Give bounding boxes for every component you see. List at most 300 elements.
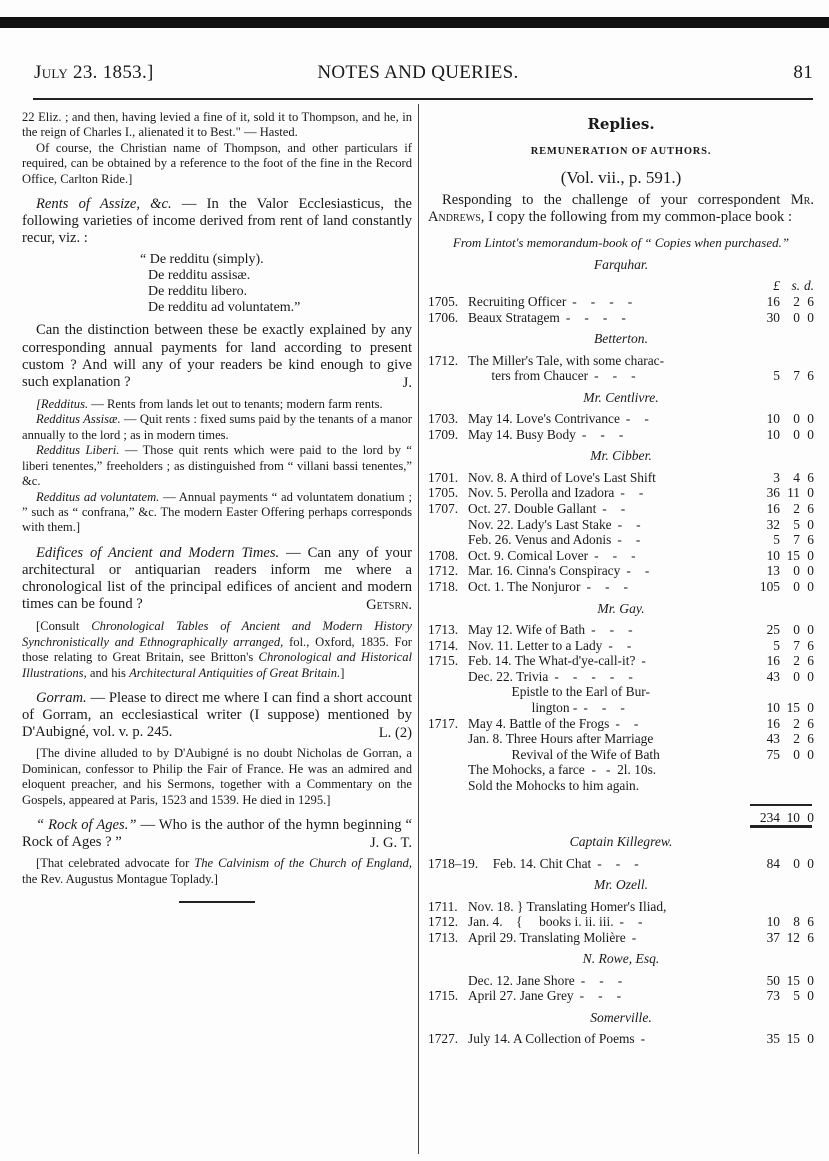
entry-title bbox=[468, 353, 750, 369]
entry-text: Nov. 11. Letter to a Lady bbox=[468, 637, 603, 653]
year: 1717. bbox=[428, 715, 459, 731]
issue-date: July 23. 1853.] bbox=[34, 62, 154, 83]
entry-text: Feb. 14. Chit Chat bbox=[486, 855, 592, 871]
spacer bbox=[468, 278, 750, 294]
shillings: 2 bbox=[793, 294, 800, 310]
entry-text: Dec. 22. Trivia bbox=[468, 668, 549, 684]
end-rule bbox=[179, 901, 255, 903]
entry-title bbox=[468, 988, 750, 1004]
entry-title bbox=[468, 532, 750, 548]
query-title: Rents of Assize, &c. bbox=[36, 196, 172, 213]
query-rents-of-assize: Rents of Assize, &c. — In the Valor Ecclesiasticus, the following varieties of income derived from rent of land constantly recur, viz. : bbox=[22, 196, 412, 247]
shillings: 0 bbox=[793, 855, 800, 871]
pence: 6 bbox=[807, 914, 814, 930]
entry-text: Recruiting Officer bbox=[468, 294, 567, 310]
pence: 6 bbox=[807, 532, 814, 548]
top-bar bbox=[0, 17, 829, 28]
ledger-row bbox=[428, 294, 814, 310]
entry-title bbox=[468, 622, 750, 638]
source-note: From Lintot's memorandum-book of “ Copies when purchased.” bbox=[452, 234, 790, 250]
pounds: 3 bbox=[773, 469, 780, 485]
year: 1711. bbox=[428, 898, 458, 914]
pence: 0 bbox=[807, 563, 814, 579]
pounds: 16 bbox=[766, 501, 780, 516]
signature: J. bbox=[402, 374, 412, 391]
ledger-row bbox=[428, 368, 814, 384]
pounds: 16 bbox=[766, 715, 780, 731]
left-column bbox=[22, 104, 412, 903]
pounds: 10 bbox=[766, 914, 780, 930]
pounds: 5 bbox=[773, 637, 780, 653]
pence: 6 bbox=[807, 637, 814, 653]
pence: 0 bbox=[807, 988, 814, 1004]
leader-dashes: - bbox=[631, 929, 638, 945]
entry-title bbox=[468, 762, 750, 778]
shillings: 15 bbox=[786, 1031, 800, 1047]
shillings: 15 bbox=[786, 547, 800, 563]
ledger-row bbox=[428, 310, 814, 326]
entry-text: Oct. 27. Double Gallant bbox=[468, 501, 597, 516]
shillings bbox=[780, 353, 800, 369]
editor-answer: [Redditus. — Rents from lands let out to tenants; modern farm rents. bbox=[36, 397, 383, 412]
ledger-row bbox=[428, 411, 814, 427]
entry-text: ters from Chaucer bbox=[468, 368, 589, 384]
pence: 0 bbox=[807, 972, 814, 988]
entry-text: Feb. 26. Venus and Adonis bbox=[468, 532, 612, 548]
editor-answer: [Consult Chronological Tables of Ancient and Modern History Synchronistically and Ethnographically arranged, fol., Oxford, 1835. For those relating to Great Britain, see Britton's Chronological and Historical Illustrations, and his Architectural Antiquities of Great Britain.] bbox=[22, 619, 412, 680]
ledger bbox=[428, 834, 814, 1047]
entry-text: lington - bbox=[468, 699, 578, 715]
ledger-row bbox=[428, 1031, 814, 1047]
pounds-header: £ bbox=[773, 278, 780, 294]
shillings: 5 bbox=[793, 988, 800, 1004]
ledger-row bbox=[428, 762, 814, 778]
leader-dashes bbox=[639, 778, 645, 793]
pounds: 16 bbox=[766, 653, 780, 669]
entry-title bbox=[486, 856, 750, 872]
leader-dashes bbox=[656, 762, 662, 777]
entry-text: May 4. Battle of the Frogs bbox=[468, 715, 610, 731]
shillings: 0 bbox=[793, 411, 800, 427]
pounds bbox=[750, 762, 780, 778]
leader-dashes: - - - - bbox=[572, 294, 634, 310]
pounds: 35 bbox=[766, 1031, 780, 1047]
pounds: 10 bbox=[766, 699, 780, 715]
entry-title bbox=[468, 973, 750, 989]
total-rule bbox=[750, 804, 812, 806]
entry-title bbox=[468, 411, 750, 427]
ledger-row bbox=[428, 747, 814, 763]
shillings bbox=[780, 762, 800, 778]
ledger-row bbox=[428, 622, 814, 638]
spacer bbox=[428, 278, 468, 294]
header-rule bbox=[33, 98, 813, 100]
entry-title bbox=[468, 684, 750, 700]
paragraph: Responding to the challenge of your correspondent Mr. Andrews, I copy the following from my common-place book : bbox=[428, 192, 814, 226]
year: 1713. bbox=[428, 621, 459, 637]
leader-dashes: - bbox=[640, 1031, 647, 1047]
paragraph: Can the distinction between these be exactly explained by any corresponding annual payments for land according to present custom ? And will any of your readers be kind enough to give such explanation ? bbox=[22, 322, 412, 391]
shillings: 2 bbox=[793, 501, 800, 516]
pence: 6 bbox=[807, 731, 814, 747]
year: 1713. bbox=[428, 929, 459, 945]
year: 1701. bbox=[428, 469, 459, 485]
pence: 6 bbox=[807, 929, 814, 945]
ledger-row bbox=[428, 700, 814, 716]
shillings: 4 bbox=[793, 469, 800, 485]
pence: 6 bbox=[807, 469, 814, 485]
entry-text: Dec. 12. Jane Shore bbox=[468, 972, 575, 988]
shillings: 2 bbox=[793, 653, 800, 669]
entry-title bbox=[468, 427, 750, 443]
pounds: 75 bbox=[766, 746, 780, 762]
entry-title bbox=[468, 485, 750, 501]
signature: Getsrn. bbox=[366, 597, 412, 614]
pounds: 50 bbox=[766, 972, 780, 988]
ledger-row bbox=[428, 427, 814, 443]
entry-text: July 14. A Collection of Poems bbox=[468, 1031, 635, 1047]
entry-title bbox=[468, 747, 750, 763]
year: 1708. bbox=[428, 547, 459, 563]
pounds bbox=[750, 899, 780, 915]
year bbox=[428, 747, 468, 763]
ledger-total: 234 10 0 bbox=[759, 809, 814, 825]
author-heading: Mr. Gay. bbox=[597, 600, 645, 616]
total-rule bbox=[750, 825, 812, 828]
pence bbox=[800, 353, 814, 369]
ledger-row bbox=[428, 501, 814, 517]
entry-title bbox=[468, 638, 750, 654]
year: 1705. bbox=[428, 485, 459, 501]
leader-dashes: - - bbox=[625, 411, 650, 427]
leader-dashes bbox=[660, 747, 666, 762]
year: 1707. bbox=[428, 501, 459, 516]
pounds: 10 bbox=[766, 411, 780, 427]
leader-dashes bbox=[650, 684, 656, 699]
leader-dashes: - - bbox=[619, 914, 644, 930]
entry-title bbox=[468, 731, 750, 747]
pence: 0 bbox=[807, 855, 814, 871]
leader-dashes bbox=[664, 353, 670, 368]
ledger-row bbox=[428, 517, 814, 533]
year: 1714. bbox=[428, 637, 459, 653]
entry-title bbox=[468, 563, 750, 579]
year: 1715. bbox=[428, 988, 459, 1004]
pounds: 10 bbox=[766, 426, 780, 442]
shillings-header: s. bbox=[791, 278, 800, 294]
year bbox=[428, 778, 468, 794]
year: 1703. bbox=[428, 411, 459, 427]
pence-header: d. bbox=[803, 278, 814, 294]
author-heading: Somerville. bbox=[590, 1009, 652, 1025]
year: 1709. bbox=[428, 426, 459, 442]
journal-title: NOTES AND QUERIES. bbox=[317, 62, 519, 83]
ledger-row bbox=[428, 716, 814, 732]
year: 1715. bbox=[428, 653, 459, 669]
ledger-row bbox=[428, 669, 814, 685]
entry-title bbox=[468, 501, 750, 517]
entry-text: Sold the Mohocks to him again. bbox=[468, 777, 640, 793]
entry-title bbox=[468, 294, 750, 310]
entry-text: The Miller's Tale, with some charac- bbox=[468, 352, 665, 368]
shillings: 15 bbox=[786, 972, 800, 988]
entry-title bbox=[468, 778, 750, 794]
entry-title bbox=[468, 470, 750, 486]
entry-title bbox=[468, 517, 750, 533]
ledger bbox=[428, 257, 814, 793]
author-heading: Captain Killegrew. bbox=[569, 834, 673, 850]
author-heading: Mr. Centlivre. bbox=[583, 389, 659, 405]
author-heading: Mr. Ozell. bbox=[594, 877, 648, 893]
pence: 0 bbox=[807, 1031, 814, 1047]
ledger-row bbox=[428, 532, 814, 548]
entry-text: May 14. Busy Body bbox=[468, 426, 576, 442]
shillings: 8 bbox=[793, 914, 800, 930]
shillings: 7 bbox=[793, 368, 800, 384]
entry-text: The Mohocks, a farce - - 2l. 10s. bbox=[468, 762, 657, 778]
entry-title bbox=[468, 899, 750, 915]
year bbox=[428, 517, 468, 533]
right-column bbox=[428, 104, 814, 1047]
year: 1706. bbox=[428, 309, 459, 325]
ledger-row bbox=[428, 731, 814, 747]
column-divider bbox=[418, 104, 419, 1154]
pounds bbox=[750, 353, 780, 369]
year: 1705. bbox=[428, 294, 459, 310]
pounds: 10 bbox=[766, 547, 780, 563]
ledger-row bbox=[428, 548, 814, 564]
leader-dashes: - - - bbox=[594, 368, 637, 384]
shillings bbox=[780, 899, 800, 915]
entry-text: Jan. 8. Three Hours after Marriage bbox=[468, 731, 654, 747]
ledger-row bbox=[428, 638, 814, 654]
entry-text: April 29. Translating Molière bbox=[468, 929, 626, 945]
leader-dashes: - - bbox=[615, 715, 640, 731]
shillings bbox=[780, 778, 800, 794]
pounds: 36 bbox=[766, 485, 780, 501]
entry-text: May 12. Wife of Bath bbox=[468, 621, 586, 637]
pence bbox=[800, 778, 814, 794]
shillings: 7 bbox=[793, 637, 800, 653]
shillings: 0 bbox=[793, 621, 800, 637]
section-heading: Replies. bbox=[587, 115, 655, 133]
editor-answer: [That celebrated advocate for The Calvinism of the Church of England, the Rev. Augustus Montague Toplady.] bbox=[22, 856, 412, 886]
pence: 6 bbox=[807, 294, 814, 310]
ledger-row bbox=[428, 914, 814, 930]
article-title: REMUNERATION OF AUTHORS. bbox=[530, 146, 712, 158]
year bbox=[428, 973, 468, 989]
pence: 6 bbox=[807, 653, 814, 669]
entry-title bbox=[468, 1031, 750, 1047]
year bbox=[428, 731, 468, 747]
leader-dashes: - bbox=[641, 653, 647, 669]
leader-dashes: - - - - - bbox=[554, 668, 634, 684]
shillings: 7 bbox=[793, 532, 800, 548]
leader-dashes: - - - bbox=[597, 855, 640, 871]
pence: 6 bbox=[807, 715, 814, 731]
leader-dashes bbox=[666, 899, 672, 914]
pence: 0 bbox=[807, 411, 814, 427]
pounds: 84 bbox=[766, 855, 780, 871]
pounds: 105 bbox=[759, 578, 780, 594]
ledger-row bbox=[428, 856, 814, 872]
editor-answer: Redditus ad voluntatem. — Annual payments “ ad voluntatem donatium ; ” such as “ confrana,” &c. The modern Easter Offering perhaps corresponds with them.] bbox=[22, 489, 412, 535]
leader-dashes: - - - bbox=[586, 578, 629, 594]
author-heading: N. Rowe, Esq. bbox=[582, 951, 660, 967]
year bbox=[428, 368, 468, 384]
pounds: 5 bbox=[773, 532, 780, 548]
editor-answer: Redditus Assisæ. — Quit rents : fixed sums paid by the tenants of a manor annually to the lord ; as in modern times. bbox=[22, 412, 412, 442]
leader-dashes: - - - bbox=[580, 972, 624, 988]
pence: 0 bbox=[807, 621, 814, 637]
pence: 0 bbox=[807, 485, 814, 501]
leader-dashes: - - - bbox=[579, 988, 623, 1004]
pounds bbox=[750, 684, 780, 700]
entry-text: Revival of the Wife of Bath bbox=[468, 746, 660, 762]
ledger-row bbox=[428, 485, 814, 501]
shillings bbox=[780, 684, 800, 700]
pence: 0 bbox=[807, 426, 814, 442]
pence: 6 bbox=[807, 501, 814, 516]
pounds: 73 bbox=[766, 988, 780, 1004]
ledger-row bbox=[428, 973, 814, 989]
leader-dashes: - - - bbox=[594, 547, 637, 563]
shillings: 12 bbox=[786, 929, 800, 945]
entry-title bbox=[468, 700, 750, 716]
signature: J. G. T. bbox=[369, 835, 412, 852]
entry-text: Oct. 1. The Nonjuror bbox=[468, 578, 581, 594]
entry-title bbox=[468, 716, 750, 732]
shillings: 0 bbox=[793, 426, 800, 442]
latin-quote: “ De redditu (simply). De redditu assisæ. De redditu libero. De redditu ad voluntatem.” bbox=[140, 251, 301, 316]
pence: 0 bbox=[807, 516, 814, 532]
year bbox=[428, 762, 468, 778]
entry-text: Nov. 8. A third of Love's Last Shift bbox=[468, 469, 656, 485]
author-heading: Mr. Cibber. bbox=[590, 448, 652, 464]
entry-title bbox=[468, 914, 750, 930]
pounds: 37 bbox=[766, 929, 780, 945]
pounds bbox=[750, 778, 780, 794]
pounds: 16 bbox=[766, 294, 780, 310]
year: 1712. bbox=[428, 352, 459, 368]
author-heading: Farquhar. bbox=[593, 257, 649, 273]
year: 1727. bbox=[428, 1031, 459, 1047]
year: 1718. bbox=[428, 578, 459, 594]
editor-answer: [The divine alluded to by D'Aubigné is no doubt Nicholas de Gorran, a Dominican, confessor to Philip the Fair of France. He was an admired and eloquent preacher, and his Sermons, together with a Commentary on the Gospels, appeared at Paris, 1523 and 1539. He died in 1295.] bbox=[22, 746, 412, 807]
paragraph: 22 Eliz. ; and then, having levied a fine of it, sold it to Thompson, and he, in the reign of Charles I., alienated it to Best." — Hasted. bbox=[22, 110, 412, 140]
year bbox=[428, 669, 468, 685]
shillings: 15 bbox=[786, 699, 800, 715]
pence: 6 bbox=[807, 368, 814, 384]
leader-dashes: - - bbox=[608, 637, 633, 653]
pounds: 43 bbox=[766, 668, 780, 684]
leader-dashes: - - bbox=[620, 485, 645, 501]
entry-title bbox=[468, 930, 750, 946]
shillings: 2 bbox=[793, 715, 800, 731]
pence: 0 bbox=[807, 578, 814, 594]
shillings: 5 bbox=[793, 516, 800, 532]
pence: 0 bbox=[807, 309, 814, 325]
entry-text: Jan. 4. { books i. ii. iii. bbox=[468, 914, 614, 930]
shillings: 0 bbox=[793, 309, 800, 325]
entry-title bbox=[468, 548, 750, 564]
year bbox=[428, 532, 468, 548]
year: 1712. bbox=[428, 563, 459, 579]
leader-dashes: - - - bbox=[591, 621, 634, 637]
leader-dashes: - - bbox=[626, 563, 651, 579]
pounds: 5 bbox=[773, 368, 780, 384]
author-heading: Betterton. bbox=[594, 331, 648, 347]
year: 1712. bbox=[428, 914, 459, 930]
pence bbox=[800, 762, 814, 778]
leader-dashes: - - - bbox=[583, 699, 626, 715]
entry-text: Nov. 18. } Translating Homer's Iliad, bbox=[468, 898, 667, 914]
ledger-row bbox=[428, 563, 814, 579]
entry-title bbox=[468, 368, 750, 384]
column-headers bbox=[428, 278, 814, 294]
pounds: 32 bbox=[766, 516, 780, 532]
shillings: 0 bbox=[793, 578, 800, 594]
page-number: 81 bbox=[793, 62, 813, 83]
leader-dashes bbox=[656, 470, 662, 485]
entry-text: Beaux Stratagem bbox=[468, 309, 560, 325]
shillings: 0 bbox=[793, 746, 800, 762]
entry-text: Epistle to the Earl of Bur- bbox=[468, 684, 650, 700]
entry-text: Feb. 14. The What-d'ye-call-it? bbox=[468, 653, 636, 669]
ledger-row bbox=[428, 930, 814, 946]
entry-title bbox=[468, 579, 750, 595]
pence: 0 bbox=[807, 699, 814, 715]
year bbox=[428, 700, 468, 716]
entry-text: April 27. Jane Grey bbox=[468, 988, 574, 1004]
entry-text: May 14. Love's Contrivance bbox=[468, 411, 620, 427]
entry-text: Mar. 16. Cinna's Conspiracy bbox=[468, 563, 621, 579]
leader-dashes: - - bbox=[602, 501, 627, 516]
pence: 0 bbox=[807, 547, 814, 563]
ledger-row bbox=[428, 899, 814, 915]
pounds: 30 bbox=[766, 309, 780, 325]
entry-text: Nov. 22. Lady's Last Stake bbox=[468, 516, 612, 532]
article-reference: (Vol. vii., p. 591.) bbox=[560, 167, 682, 187]
ledger-row bbox=[428, 684, 814, 700]
leader-dashes bbox=[653, 731, 659, 746]
pence: 0 bbox=[807, 668, 814, 684]
ledger-row bbox=[428, 778, 814, 794]
year: 1718–19. bbox=[428, 855, 479, 871]
pence: 0 bbox=[807, 746, 814, 762]
paragraph: Of course, the Christian name of Thompson, and other particulars if required, can be obtained by a reference to the foot of the fine in the Record Office, Carlton Ride.] bbox=[22, 140, 412, 186]
query-gorram: Gorram. — Please to direct me where I can find a short account of Gorram, an ecclesiastical writer (I suppose) mentioned by D'Aubigné, vol. v. p. 245. bbox=[22, 689, 412, 741]
shillings: 0 bbox=[793, 563, 800, 579]
pounds: 13 bbox=[766, 563, 780, 579]
ledger-row bbox=[428, 653, 814, 669]
ledger-row bbox=[428, 988, 814, 1004]
ledger-row bbox=[428, 579, 814, 595]
shillings: 0 bbox=[793, 668, 800, 684]
entry-title bbox=[468, 669, 750, 685]
entry-text: Oct. 9. Comical Lover bbox=[468, 547, 589, 563]
leader-dashes: - - - bbox=[581, 426, 625, 442]
leader-dashes: - - - - bbox=[565, 309, 627, 325]
pounds: 43 bbox=[766, 731, 780, 747]
ledger-row bbox=[428, 353, 814, 369]
pence bbox=[800, 684, 814, 700]
leader-dashes: - - bbox=[617, 532, 642, 548]
signature: L. (2) bbox=[378, 725, 412, 742]
shillings: 2 bbox=[793, 731, 800, 747]
editor-answer: Redditus Liberi. — Those quit rents which were paid to the lord by “ liberi tenentes,” freeholders ; as distinguished from “ villani bassi tenentes,” &c. bbox=[22, 443, 412, 489]
shillings: 11 bbox=[787, 485, 800, 501]
